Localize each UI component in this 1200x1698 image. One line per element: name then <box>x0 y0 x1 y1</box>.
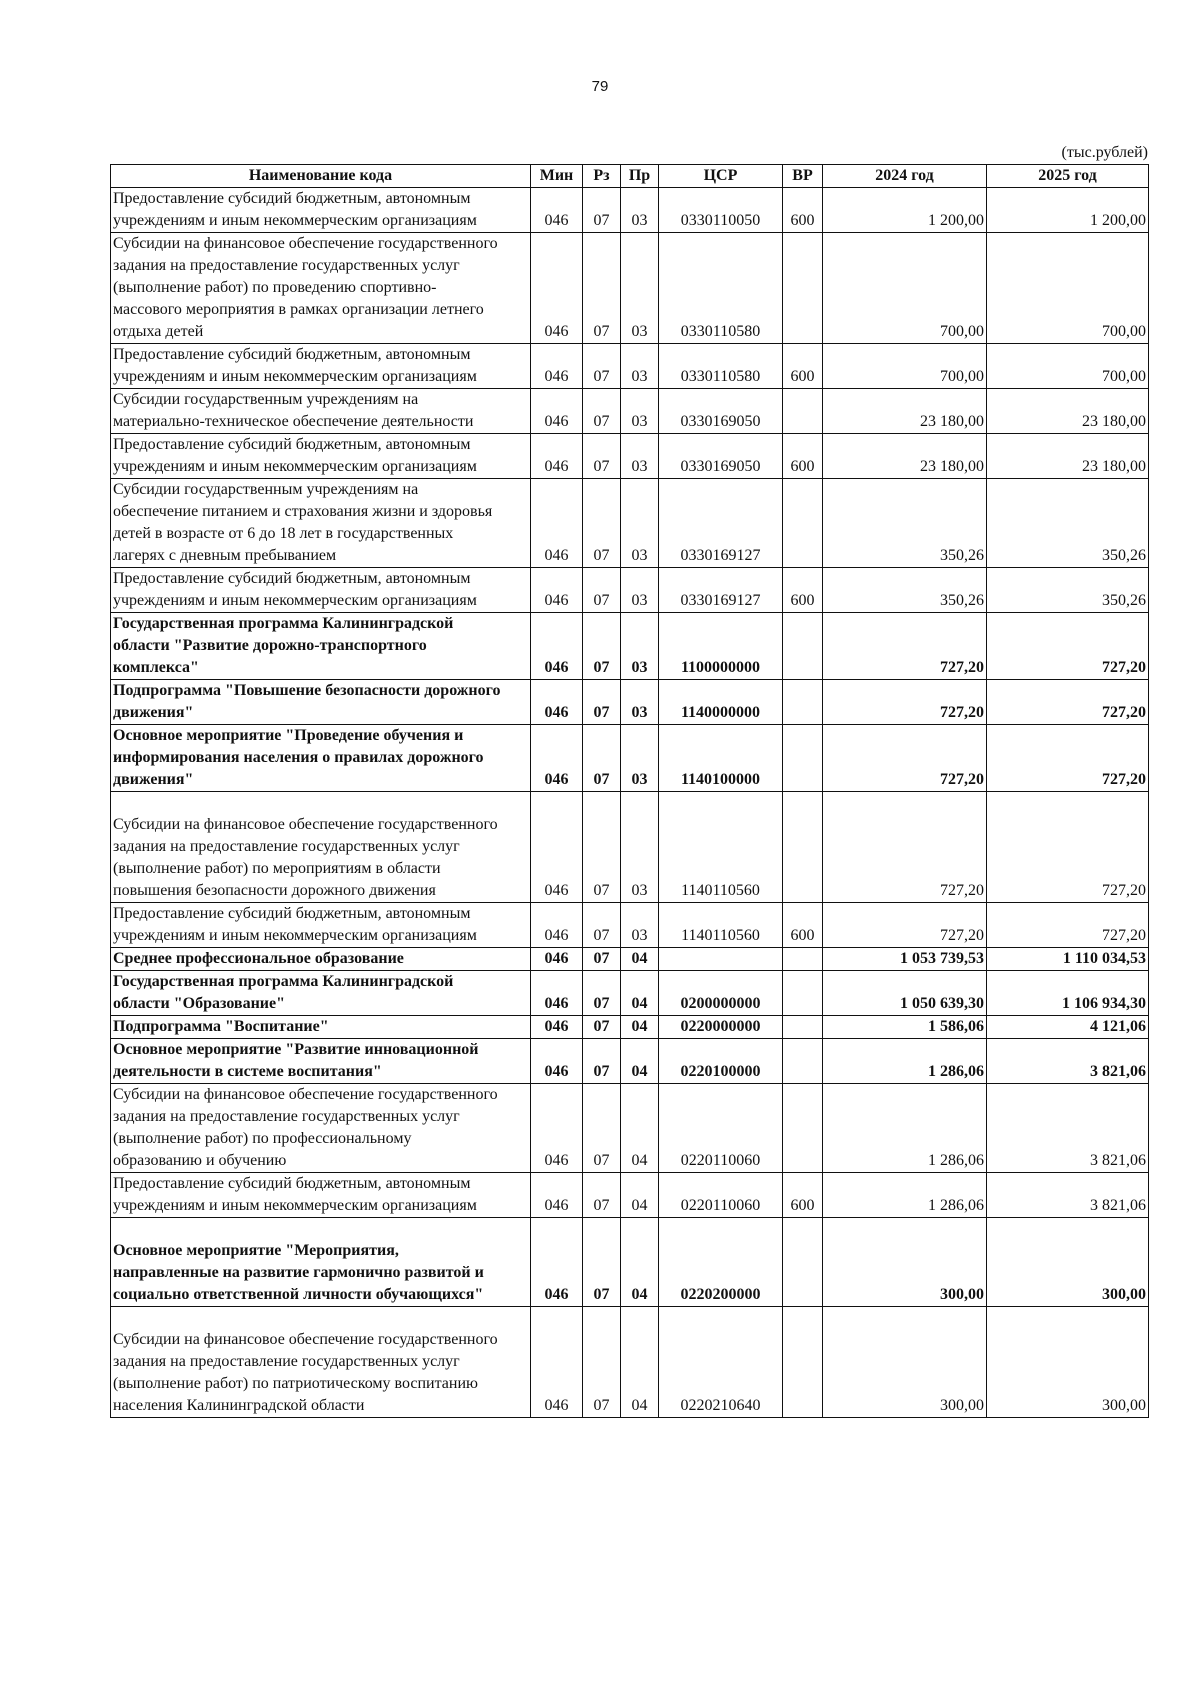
cell-2024: 1 200,00 <box>823 188 987 233</box>
cell-2025: 727,20 <box>987 680 1149 725</box>
cell-2025: 700,00 <box>987 233 1149 344</box>
cell-vr <box>783 680 823 725</box>
cell-name: Государственная программа Калининградской области "Развитие дорожно-транспортного комплекса" <box>111 613 531 680</box>
table-row <box>111 903 1149 948</box>
cell-vr <box>783 792 823 903</box>
cell-vr <box>783 948 823 971</box>
cell-pr: 03 <box>621 479 659 568</box>
cell-2025: 300,00 <box>987 1218 1149 1307</box>
cell-csr: 0330110050 <box>659 188 783 233</box>
cell-name: Предоставление субсидий бюджетным, автономным учреждениям и иным некоммерческим организациям <box>111 344 531 389</box>
cell-min: 046 <box>531 971 583 1016</box>
cell-min: 046 <box>531 1218 583 1307</box>
cell-rz: 07 <box>583 1218 621 1307</box>
cell-csr: 0220210640 <box>659 1307 783 1418</box>
cell-rz: 07 <box>583 1016 621 1039</box>
cell-2024: 700,00 <box>823 233 987 344</box>
table-row <box>111 233 1149 344</box>
cell-2024: 1 586,06 <box>823 1016 987 1039</box>
cell-csr: 1140000000 <box>659 680 783 725</box>
table-row <box>111 792 1149 903</box>
cell-csr: 0330169050 <box>659 389 783 434</box>
header-min: Мин <box>531 165 583 188</box>
cell-csr: 1140110560 <box>659 792 783 903</box>
cell-rz: 07 <box>583 233 621 344</box>
cell-vr <box>783 389 823 434</box>
cell-rz: 07 <box>583 613 621 680</box>
page-number: 79 <box>591 78 609 95</box>
cell-vr: 600 <box>783 1173 823 1218</box>
cell-pr: 03 <box>621 568 659 613</box>
cell-min: 046 <box>531 1084 583 1173</box>
cell-min: 046 <box>531 948 583 971</box>
cell-2024: 1 286,06 <box>823 1173 987 1218</box>
header-2024: 2024 год <box>823 165 987 188</box>
table-row <box>111 1307 1149 1418</box>
cell-rz: 07 <box>583 434 621 479</box>
cell-pr: 04 <box>621 1016 659 1039</box>
cell-min: 046 <box>531 1173 583 1218</box>
cell-name: Государственная программа Калининградской области "Образование" <box>111 971 531 1016</box>
cell-csr: 1140110560 <box>659 903 783 948</box>
cell-pr: 04 <box>621 1173 659 1218</box>
table-row <box>111 680 1149 725</box>
cell-2024: 23 180,00 <box>823 389 987 434</box>
cell-rz: 07 <box>583 792 621 903</box>
cell-2025: 23 180,00 <box>987 434 1149 479</box>
header-rz: Рз <box>583 165 621 188</box>
cell-csr: 0330169127 <box>659 479 783 568</box>
cell-2024: 727,20 <box>823 613 987 680</box>
cell-pr: 03 <box>621 680 659 725</box>
cell-2024: 700,00 <box>823 344 987 389</box>
table-row <box>111 1039 1149 1084</box>
cell-name: Предоставление субсидий бюджетным, автономным учреждениям и иным некоммерческим организациям <box>111 903 531 948</box>
cell-2025: 3 821,06 <box>987 1173 1149 1218</box>
cell-pr: 04 <box>621 1218 659 1307</box>
cell-min: 046 <box>531 1039 583 1084</box>
cell-2025: 1 110 034,53 <box>987 948 1149 971</box>
cell-2025: 350,26 <box>987 479 1149 568</box>
cell-min: 046 <box>531 725 583 792</box>
cell-2025: 700,00 <box>987 344 1149 389</box>
cell-min: 046 <box>531 434 583 479</box>
cell-min: 046 <box>531 792 583 903</box>
table-row <box>111 613 1149 680</box>
cell-name: Среднее профессиональное образование <box>111 948 531 971</box>
cell-rz: 07 <box>583 1173 621 1218</box>
cell-vr: 600 <box>783 188 823 233</box>
cell-pr: 03 <box>621 725 659 792</box>
cell-name: Подпрограмма "Воспитание" <box>111 1016 531 1039</box>
cell-csr <box>659 948 783 971</box>
table-header-row <box>111 165 1149 188</box>
table-row <box>111 188 1149 233</box>
units-label: (тыс.рублей) <box>1061 144 1148 161</box>
header-csr: ЦСР <box>659 165 783 188</box>
cell-vr <box>783 1016 823 1039</box>
cell-min: 046 <box>531 568 583 613</box>
cell-name: Основное мероприятие "Проведение обучения и информирования населения о правилах дорожного движения" <box>111 725 531 792</box>
cell-pr: 03 <box>621 188 659 233</box>
cell-vr <box>783 971 823 1016</box>
cell-rz: 07 <box>583 903 621 948</box>
cell-2025: 3 821,06 <box>987 1084 1149 1173</box>
cell-min: 046 <box>531 233 583 344</box>
cell-2025: 3 821,06 <box>987 1039 1149 1084</box>
cell-vr <box>783 1039 823 1084</box>
table-row <box>111 948 1149 971</box>
cell-name: Предоставление субсидий бюджетным, автономным учреждениям и иным некоммерческим организациям <box>111 568 531 613</box>
cell-pr: 03 <box>621 233 659 344</box>
cell-pr: 04 <box>621 948 659 971</box>
cell-name: Субсидии на финансовое обеспечение государственного задания на предоставление государственных услуг (выполнение работ) по мероприятиям в области повышения безопасности дорожного движения <box>111 792 531 903</box>
cell-vr: 600 <box>783 434 823 479</box>
cell-rz: 07 <box>583 1307 621 1418</box>
header-pr: Пр <box>621 165 659 188</box>
cell-csr: 0330169050 <box>659 434 783 479</box>
cell-name: Основное мероприятие "Мероприятия, направленные на развитие гармонично развитой и социально ответственной личности обучающихся" <box>111 1218 531 1307</box>
cell-2024: 350,26 <box>823 479 987 568</box>
cell-rz: 07 <box>583 344 621 389</box>
cell-name: Предоставление субсидий бюджетным, автономным учреждениям и иным некоммерческим организациям <box>111 188 531 233</box>
cell-min: 046 <box>531 680 583 725</box>
table-row <box>111 344 1149 389</box>
cell-2024: 350,26 <box>823 568 987 613</box>
cell-2025: 727,20 <box>987 613 1149 680</box>
cell-pr: 03 <box>621 613 659 680</box>
cell-vr <box>783 1307 823 1418</box>
cell-pr: 04 <box>621 1307 659 1418</box>
cell-min: 046 <box>531 1307 583 1418</box>
cell-min: 046 <box>531 389 583 434</box>
cell-rz: 07 <box>583 948 621 971</box>
cell-2024: 1 053 739,53 <box>823 948 987 971</box>
cell-2025: 727,20 <box>987 725 1149 792</box>
cell-name: Субсидии государственным учреждениям на материально-техническое обеспечение деятельности <box>111 389 531 434</box>
table-row <box>111 389 1149 434</box>
cell-2024: 23 180,00 <box>823 434 987 479</box>
cell-pr: 04 <box>621 971 659 1016</box>
table-row <box>111 725 1149 792</box>
table-row <box>111 434 1149 479</box>
cell-vr: 600 <box>783 903 823 948</box>
cell-csr: 0330110580 <box>659 233 783 344</box>
cell-2025: 350,26 <box>987 568 1149 613</box>
cell-vr <box>783 233 823 344</box>
cell-name: Предоставление субсидий бюджетным, автономным учреждениям и иным некоммерческим организациям <box>111 434 531 479</box>
table-row <box>111 1084 1149 1173</box>
cell-csr: 0220100000 <box>659 1039 783 1084</box>
cell-rz: 07 <box>583 1039 621 1084</box>
cell-min: 046 <box>531 344 583 389</box>
cell-2024: 727,20 <box>823 792 987 903</box>
cell-2025: 727,20 <box>987 903 1149 948</box>
table-row <box>111 1016 1149 1039</box>
cell-rz: 07 <box>583 389 621 434</box>
cell-csr: 0220000000 <box>659 1016 783 1039</box>
cell-csr: 0220110060 <box>659 1173 783 1218</box>
table-row <box>111 479 1149 568</box>
cell-2025: 300,00 <box>987 1307 1149 1418</box>
header-name: Наименование кода <box>111 165 531 188</box>
table-row <box>111 1218 1149 1307</box>
cell-vr: 600 <box>783 344 823 389</box>
cell-min: 046 <box>531 1016 583 1039</box>
cell-pr: 03 <box>621 389 659 434</box>
cell-pr: 03 <box>621 434 659 479</box>
cell-name: Предоставление субсидий бюджетным, автономным учреждениям и иным некоммерческим организациям <box>111 1173 531 1218</box>
cell-min: 046 <box>531 613 583 680</box>
cell-pr: 03 <box>621 903 659 948</box>
cell-csr: 0220110060 <box>659 1084 783 1173</box>
cell-pr: 04 <box>621 1039 659 1084</box>
cell-2025: 727,20 <box>987 792 1149 903</box>
cell-2024: 1 286,06 <box>823 1039 987 1084</box>
cell-csr: 1140100000 <box>659 725 783 792</box>
cell-rz: 07 <box>583 680 621 725</box>
cell-rz: 07 <box>583 1084 621 1173</box>
header-2025: 2025 год <box>987 165 1149 188</box>
cell-name: Подпрограмма "Повышение безопасности дорожного движения" <box>111 680 531 725</box>
cell-csr: 1100000000 <box>659 613 783 680</box>
cell-vr <box>783 1218 823 1307</box>
cell-name: Субсидии на финансовое обеспечение государственного задания на предоставление государственных услуг (выполнение работ) по профессиональному образованию и обучению <box>111 1084 531 1173</box>
cell-rz: 07 <box>583 568 621 613</box>
cell-pr: 03 <box>621 792 659 903</box>
budget-table <box>110 164 1149 1418</box>
cell-rz: 07 <box>583 971 621 1016</box>
cell-pr: 03 <box>621 344 659 389</box>
cell-2025: 1 200,00 <box>987 188 1149 233</box>
cell-vr <box>783 725 823 792</box>
cell-min: 046 <box>531 903 583 948</box>
table-row <box>111 1173 1149 1218</box>
cell-vr <box>783 479 823 568</box>
cell-name: Субсидии на финансовое обеспечение государственного задания на предоставление государственных услуг (выполнение работ) по проведению спортивно- массового мероприятия в рамках организации летнего отдыха детей <box>111 233 531 344</box>
cell-csr: 0330110580 <box>659 344 783 389</box>
cell-2025: 23 180,00 <box>987 389 1149 434</box>
cell-vr <box>783 1084 823 1173</box>
table-body <box>111 188 1149 1418</box>
cell-2024: 1 050 639,30 <box>823 971 987 1016</box>
cell-csr: 0200000000 <box>659 971 783 1016</box>
cell-min: 046 <box>531 479 583 568</box>
header-vr: ВР <box>783 165 823 188</box>
cell-name: Основное мероприятие "Развитие инновационной деятельности в системе воспитания" <box>111 1039 531 1084</box>
cell-2024: 727,20 <box>823 725 987 792</box>
cell-name: Субсидии на финансовое обеспечение государственного задания на предоставление государственных услуг (выполнение работ) по патриотическому воспитанию населения Калининградской области <box>111 1307 531 1418</box>
cell-vr: 600 <box>783 568 823 613</box>
cell-min: 046 <box>531 188 583 233</box>
table-row <box>111 971 1149 1016</box>
cell-pr: 04 <box>621 1084 659 1173</box>
cell-2025: 1 106 934,30 <box>987 971 1149 1016</box>
cell-name: Субсидии государственным учреждениям на обеспечение питанием и страхования жизни и здоровья детей в возрасте от 6 до 18 лет в государственных лагерях с дневным пребыванием <box>111 479 531 568</box>
cell-csr: 0220200000 <box>659 1218 783 1307</box>
cell-2024: 300,00 <box>823 1218 987 1307</box>
cell-2024: 727,20 <box>823 680 987 725</box>
cell-2024: 1 286,06 <box>823 1084 987 1173</box>
cell-vr <box>783 613 823 680</box>
table-row <box>111 568 1149 613</box>
cell-rz: 07 <box>583 479 621 568</box>
cell-rz: 07 <box>583 188 621 233</box>
cell-2024: 300,00 <box>823 1307 987 1418</box>
cell-rz: 07 <box>583 725 621 792</box>
cell-2025: 4 121,06 <box>987 1016 1149 1039</box>
cell-2024: 727,20 <box>823 903 987 948</box>
cell-csr: 0330169127 <box>659 568 783 613</box>
